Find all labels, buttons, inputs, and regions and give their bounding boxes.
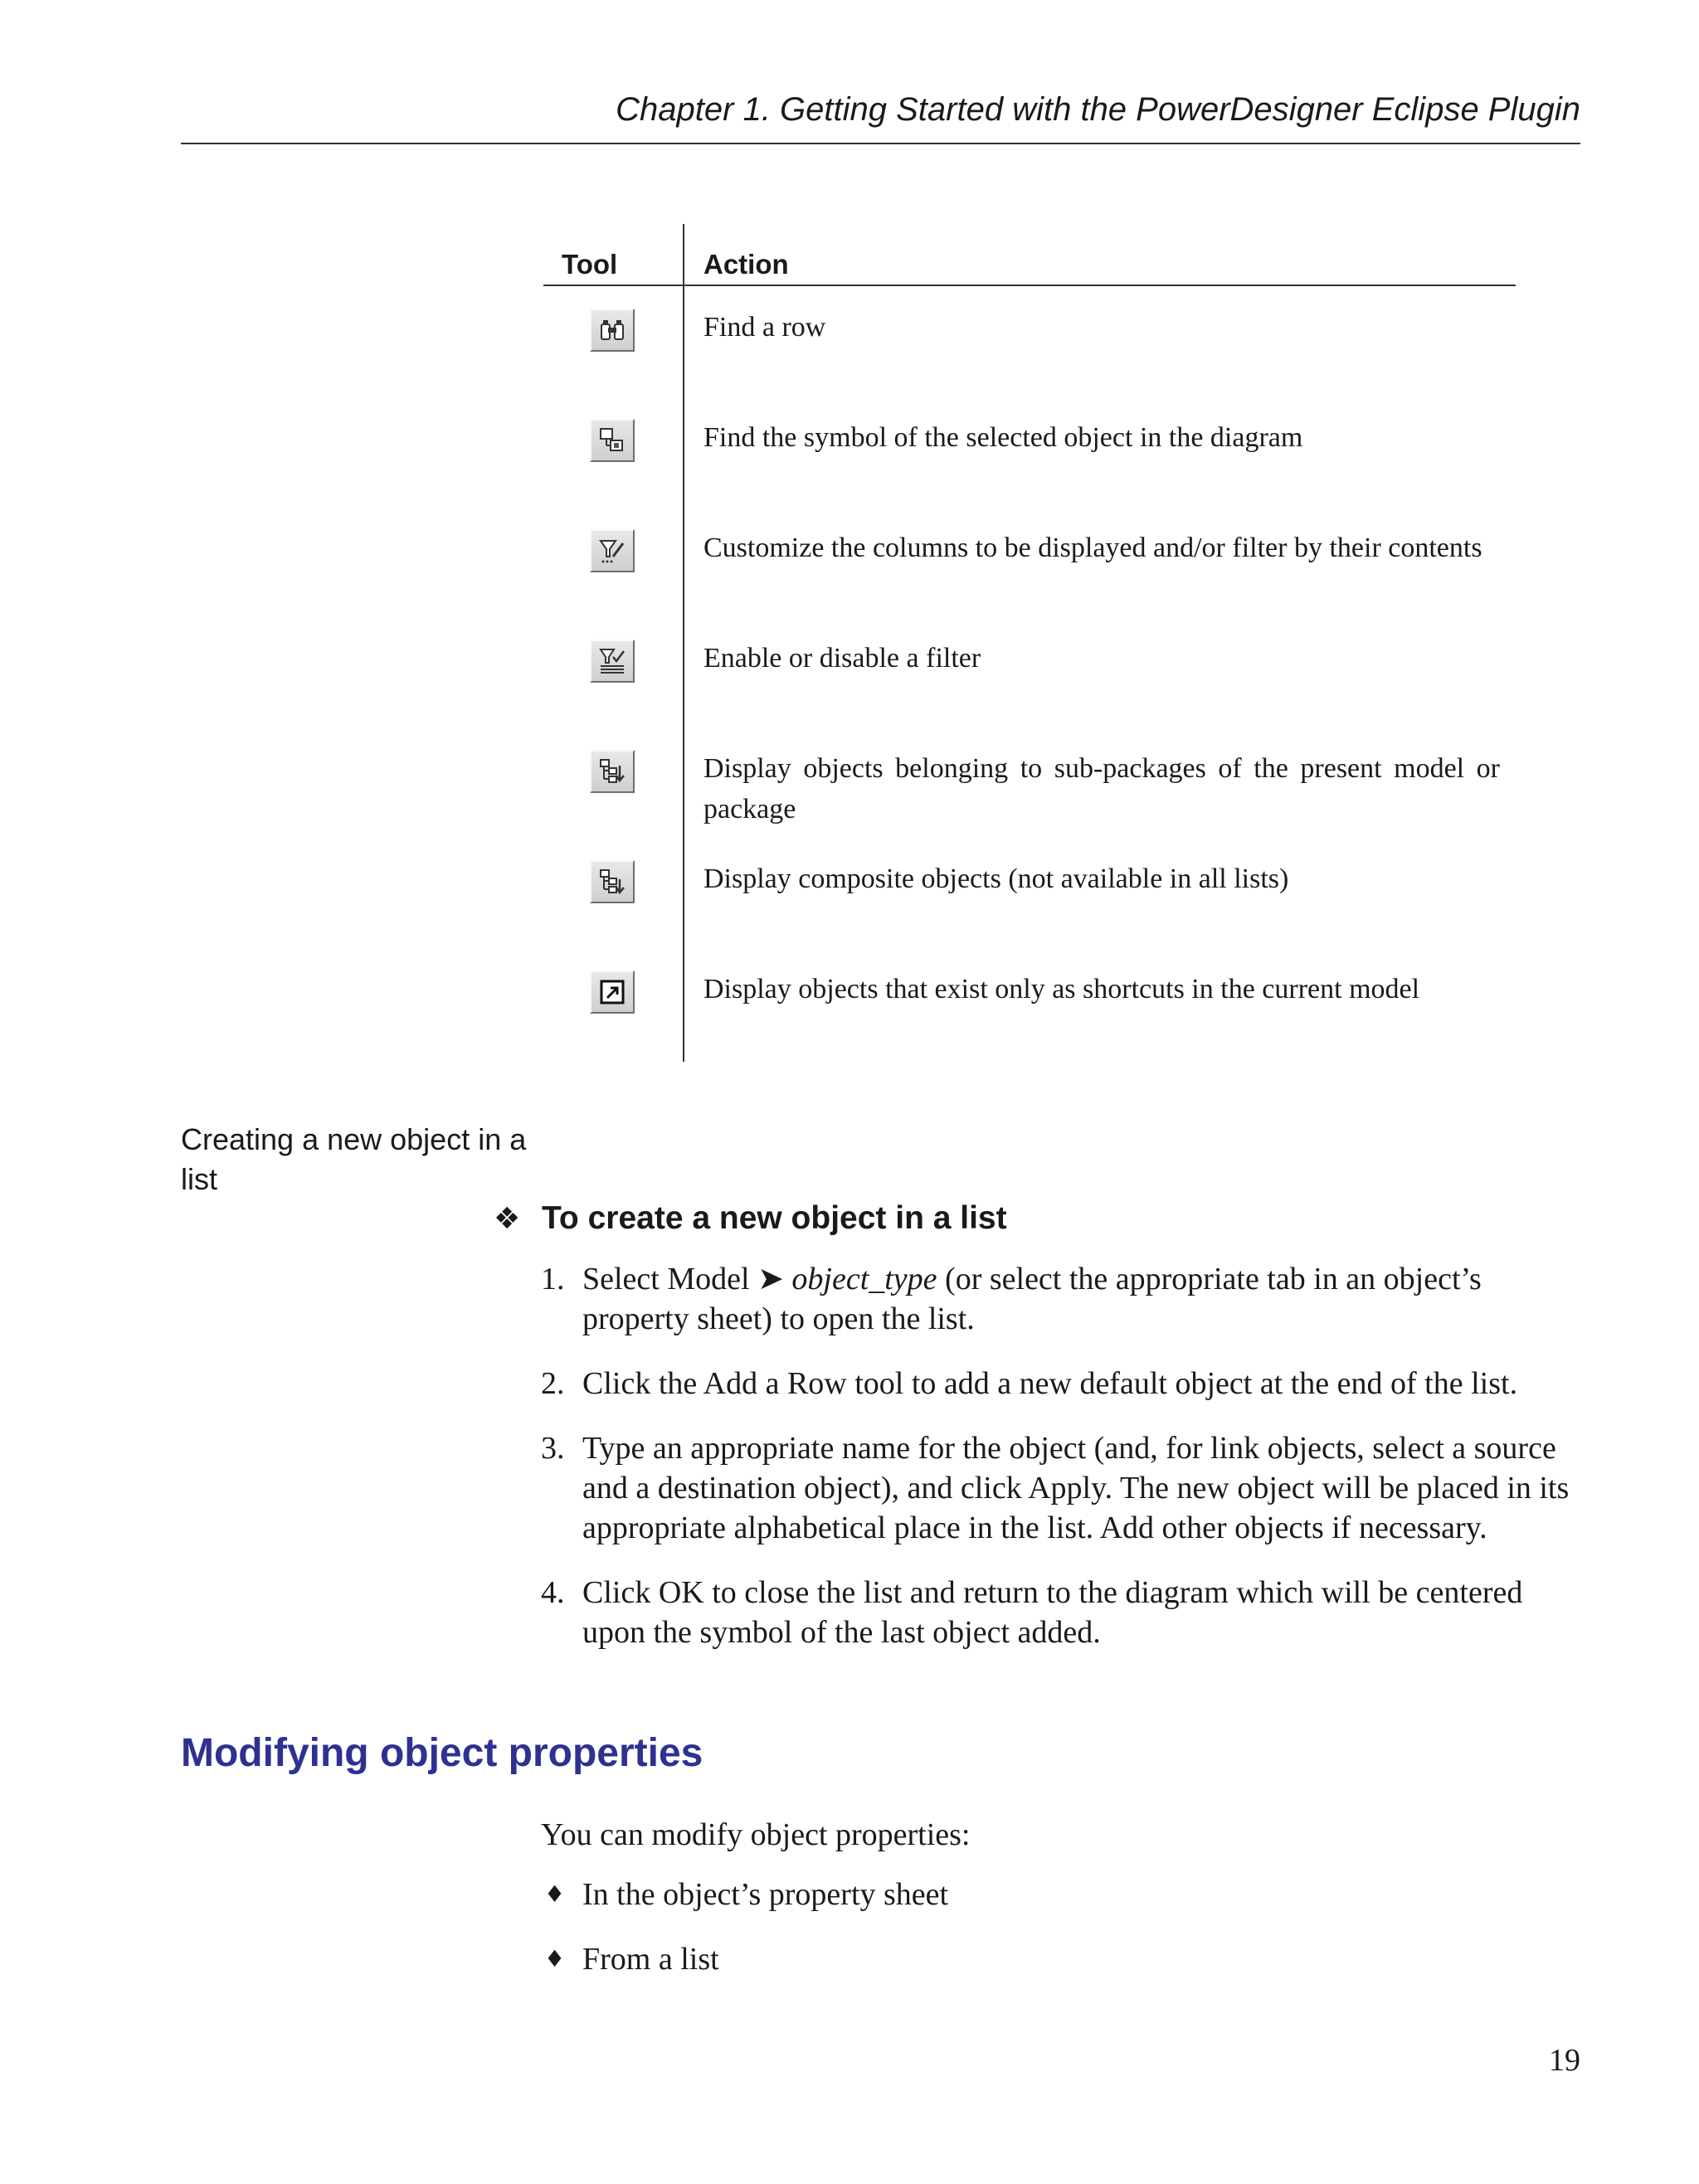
table-cell-action: Enable or disable a filter (703, 643, 981, 674)
shortcut-icon (590, 970, 635, 1014)
procedure-title (494, 1199, 1007, 1239)
procedure-title-text: To create a new object in a list (542, 1200, 1007, 1236)
table-cell-action: Find the symbol of the selected object in the diagram (703, 422, 1303, 453)
list-item (541, 1939, 948, 1979)
enable-filter-icon (590, 640, 635, 683)
step-text: Click the Add a Row tool to add a new default object at the end of the list. (582, 1366, 1518, 1401)
header-rule (181, 143, 1580, 144)
table-column-divider (683, 224, 684, 1062)
table-cell-action: Display objects belonging to sub-packages of the present model or package (703, 753, 1500, 824)
margin-heading: Creating a new object in a list (181, 1122, 527, 1196)
list-item (541, 1428, 1586, 1548)
bullet-list (541, 1875, 948, 2004)
table-header-rule (543, 285, 1516, 286)
diamond-bullet-icon: ♦ (544, 1945, 566, 1972)
table-cell-action: Display composite objects (not available in all lists) (703, 863, 1289, 894)
step-text-emphasis: object_type (791, 1262, 937, 1296)
binoculars-icon (590, 309, 635, 352)
section-intro: You can modify object properties: (541, 1817, 971, 1852)
menu-arrow-icon: ➤ (757, 1262, 784, 1296)
step-number: 3. (541, 1431, 565, 1466)
procedure-glyph-icon: ❖ (494, 1202, 521, 1236)
diamond-bullet-icon: ♦ (544, 1880, 566, 1908)
step-text-pre: Select Model (582, 1262, 758, 1296)
table-cell-action: Customize the columns to be displayed and/or filter by their contents (703, 533, 1482, 563)
find-symbol-icon (590, 419, 635, 462)
list-item (541, 1875, 948, 1914)
table-cell-action: Display objects that exist only as shortcuts in the current model (703, 974, 1420, 1004)
bullet-text: From a list (582, 1942, 719, 1977)
section-heading: Modifying object properties (181, 1731, 703, 1775)
step-text: Type an appropriate name for the object (and, for link objects, select a source and a destination object), and click Apply. The new object will be placed in its appropriate alphabetical place in the list. Add other objects if necessary. (582, 1431, 1570, 1545)
bullet-text: In the object’s property sheet (582, 1877, 949, 1912)
list-item (541, 1259, 1586, 1339)
composite-objects-icon (590, 860, 635, 903)
table-header-tool: Tool (562, 249, 618, 280)
table-cell-action: Find a row (703, 312, 826, 343)
step-number: 2. (541, 1366, 565, 1401)
page-number: 19 (1549, 2043, 1580, 2078)
step-text: Click OK to close the list and return to the diagram which will be centered upon the symbol of the last object added. (582, 1575, 1523, 1650)
tool-action-table (543, 224, 1516, 1062)
table-header-action: Action (703, 249, 789, 280)
list-item (541, 1573, 1586, 1652)
step-text-post: (or select the appropriate tab in an object’s property sheet) to open the list. (582, 1262, 1482, 1336)
running-header: Chapter 1. Getting Started with the PowerDesigner Eclipse Plugin (616, 91, 1580, 128)
list-item (541, 1364, 1586, 1403)
sub-packages-icon (590, 750, 635, 793)
step-number: 1. (541, 1262, 565, 1296)
customize-filter-icon (590, 529, 635, 572)
step-number: 4. (541, 1575, 565, 1610)
procedure-steps (541, 1259, 1586, 1677)
